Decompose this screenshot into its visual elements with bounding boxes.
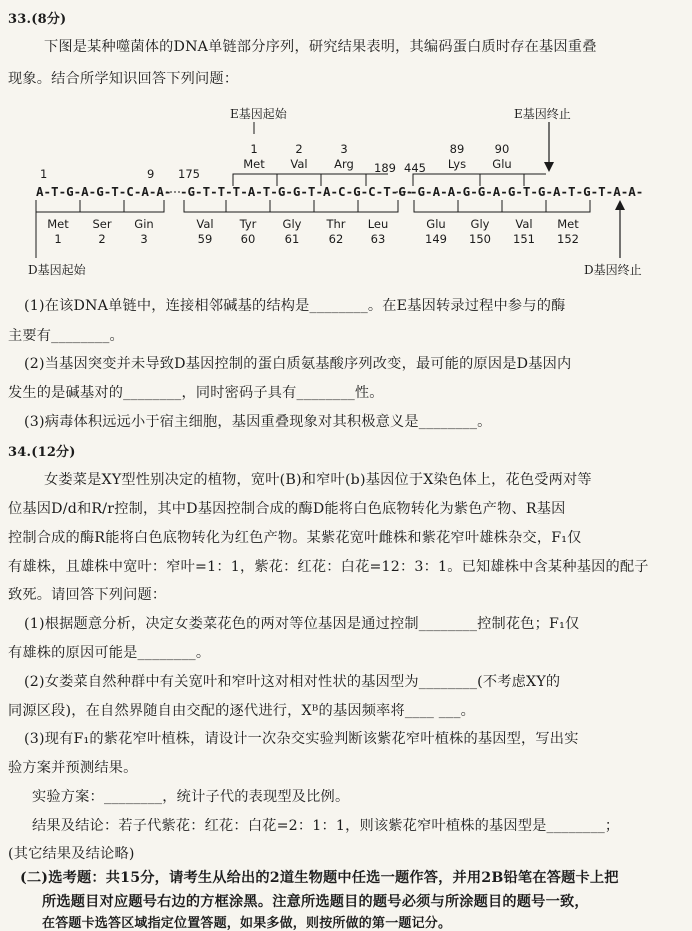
bottom-codon-num: 2 [98,232,106,246]
top-amino-acid: Val [290,157,308,171]
dna-segment-3: -G-A-A-G-G-A-G-T-G-A-T-G-T-A-A- [410,184,644,199]
q34-intro-line-2: 位基因D/d和R/r控制，其中D基因控制合成的酶D能将白色底物转化为紫色产物、R基因 [8,501,566,517]
q34-intro-line-5: 致死。请回答下列问题： [8,587,167,603]
bottom-codon-num: 60 [240,232,256,246]
bottom-amino-acid: Gly [470,217,490,231]
bottom-codon-num: 59 [197,232,213,246]
q34-part2-line-1: (2)女娄菜自然种群中有关宽叶和窄叶这对相对性状的基因型为________(不考虑XY的 [24,674,561,690]
e-gene-end-label: E基因终止 [514,107,571,121]
top-amino-acid: Glu [492,157,512,171]
e-end-arrowhead [544,162,554,172]
q33-part1-line-1: (1)在该DNA单链中，连接相邻碱基的结构是________。在E基因转录过程中参与的酶 [24,298,566,314]
q34-part3-line-1: (3)现有F₁的紫花窄叶植株，请设计一次杂交实验判断该紫花窄叶植株的基因型，写出实 [24,731,579,747]
q34-experiment-plan: 实验方案：________，统计子代的表现型及比例。 [32,789,350,805]
top-codon-num: 90 [494,142,510,156]
q34-result-conclusion: 结果及结论：若子代紫花：红花：白花=2：1：1，则该紫花窄叶植株的基因型是________； [32,818,620,834]
bottom-codon-num: 149 [425,232,447,246]
bottom-codon-num: 152 [557,232,579,246]
bottom-codon-num: 3 [140,232,148,246]
bottom-amino-acid: Val [515,217,533,231]
dna-segment-1: A-T-G-A-G-T-C-A-A- [36,184,172,199]
top-amino-acid: Arg [334,157,354,171]
top-amino-acid: Met [243,157,265,171]
e-gene-start-label: E基因起始 [230,107,287,121]
position-1: 1 [40,167,48,181]
q33-part3: (3)病毒体积远远小于宿主细胞，基因重叠现象对其积极意义是________。 [24,414,492,430]
q33-intro-line-2: 现象。结合所学知识回答下列问题： [8,71,239,87]
bottom-amino-acid: Thr [326,217,346,231]
elective-section-line-3: 在答题卡选答区域指定位置答题，如果多做，则按所做的第一题记分。 [42,916,452,931]
top-codon-num: 2 [295,142,303,156]
bottom-codon-num: 1 [54,232,62,246]
top-codon-num: 3 [340,142,348,156]
bottom-amino-acid: Val [196,217,214,231]
position-445: 445 [404,161,426,175]
elective-section-line-2: 所选题目对应题号右边的方框涂黑。注意所选题目的题号必须与所涂题目的题号一致， [42,894,589,910]
q34-other-results-note: (其它结果及结论略) [8,846,135,862]
bottom-codon-num: 151 [513,232,535,246]
position-175: 175 [178,167,200,181]
bottom-amino-acid: Met [557,217,579,231]
bottom-codon-num: 62 [328,232,344,246]
top-codon-num: 89 [449,142,465,156]
position-189: 189 [374,161,396,175]
q34-part3-line-2: 验方案并预测结果。 [8,760,138,776]
q33-part2-line-1: (2)当基因突变并未导致D基因控制的蛋白质氨基酸序列改变，最可能的原因是D基因内 [24,356,572,372]
q34-part1-line-1: (1)根据题意分析，决定女娄菜花色的两对等位基因是通过控制________控制花色；F₁仅 [24,616,580,632]
q34-intro-line-4: 有雄株，且雄株中宽叶：窄叶=1：1，紫花：红花：白花=12：3：1。已知雄株中含某种基因的配子 [8,559,649,575]
bottom-codon-num: 63 [370,232,386,246]
diagram-svg [0,100,692,290]
bottom-amino-acid: Ser [92,217,112,231]
gene-overlap-diagram [0,100,692,290]
bottom-amino-acid: Met [47,217,69,231]
position-9: 9 [147,167,155,181]
q34-part2-line-2: 同源区段)，在自然界随自由交配的逐代进行，Xᴮ的基因频率将____ ___。 [8,703,476,719]
d-end-arrowhead [615,200,625,210]
q34-intro-line-1: 女娄菜是XY型性别决定的植物，宽叶(B)和窄叶(b)基因位于X染色体上，花色受两对等 [44,472,592,488]
q34-part1-line-2: 有雄株的原因可能是________。 [8,645,211,661]
bottom-amino-acid: Gly [282,217,302,231]
bottom-amino-acid: Leu [367,217,389,231]
d-gene-start-label: D基因起始 [28,263,86,277]
top-amino-acid: Lys [447,157,467,171]
bottom-amino-acid: Glu [426,217,446,231]
q33-intro-line-1: 下图是某种噬菌体的DNA单链部分序列，研究结果表明，其编码蛋白质时存在基因重叠 [44,39,597,55]
q34-heading: 34.(12分) [8,445,76,460]
d-gene-end-label: D基因终止 [584,263,642,277]
bottom-codon-num: 150 [469,232,491,246]
bottom-amino-acid: Tyr [239,217,257,231]
bottom-amino-acid: Gin [134,217,154,231]
elective-section-line-1: (二)选考题：共15分，请考生从给出的2道生物题中任选一题作答，并用2B铅笔在答题卡上把 [20,870,619,886]
q33-part2-line-2: 发生的是碱基对的________，同时密码子具有________性。 [8,385,384,401]
q33-heading: 33.(8分) [8,12,67,27]
top-codon-num: 1 [250,142,258,156]
q33-part1-line-2: 主要有________。 [8,328,124,344]
q34-intro-line-3: 控制合成的酶R能将白色底物转化为红色产物。某紫花宽叶雌株和紫花窄叶雄株杂交，F₁仅 [8,530,582,546]
dna-segment-2: -G-T-T-T-A-T-G-G-T-A-C-G-C-T-G- [180,184,414,199]
bottom-codon-num: 61 [284,232,300,246]
d-gene-codon-brackets [36,200,590,212]
